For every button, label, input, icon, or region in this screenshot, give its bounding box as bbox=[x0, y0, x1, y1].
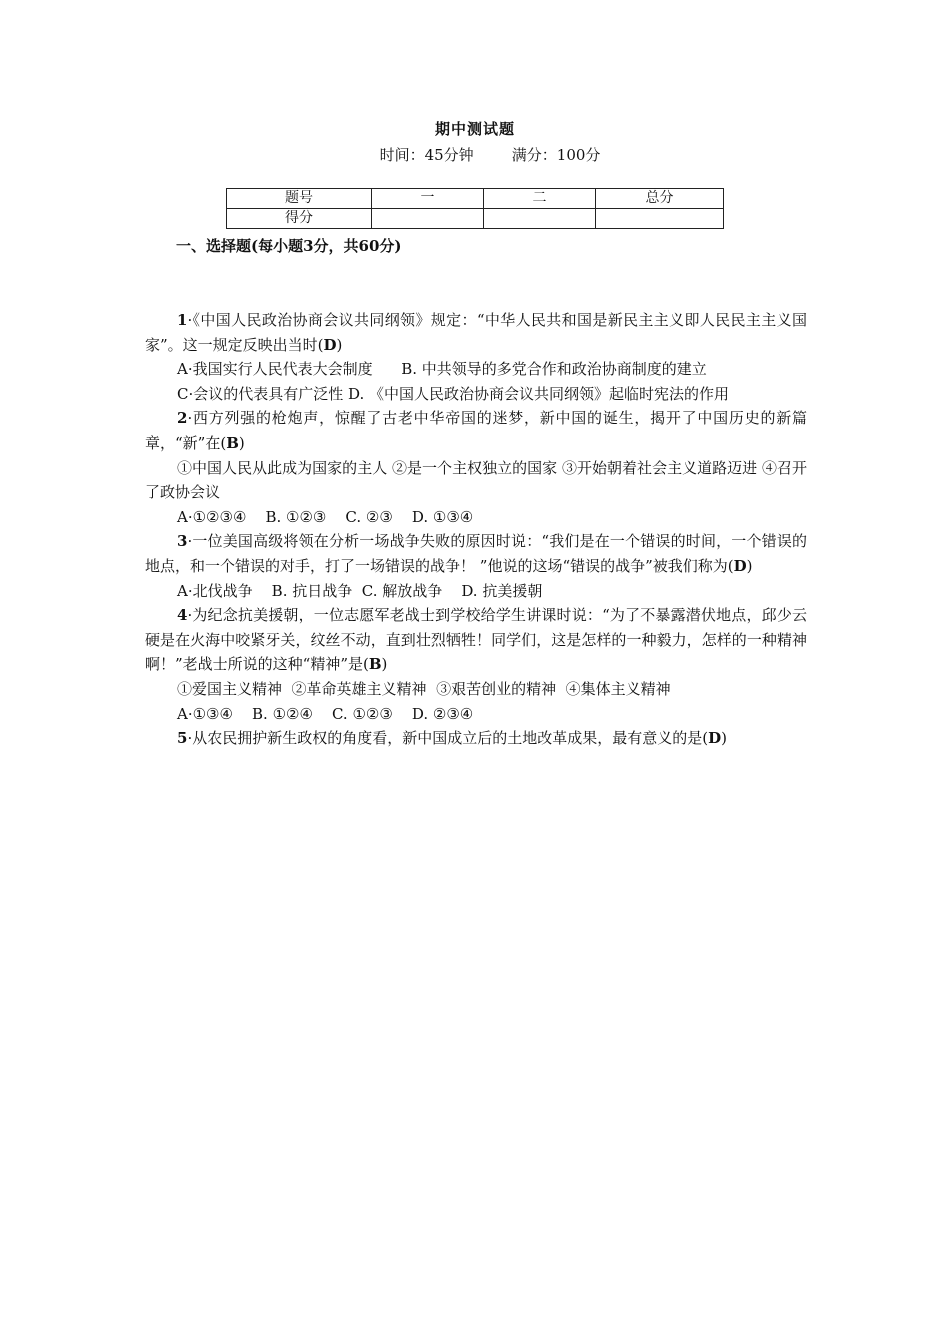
question-number: 1 bbox=[177, 311, 188, 329]
question-3 bbox=[145, 529, 807, 578]
option-line: A·北伐战争 B. 抗日战争 C. 解放战争 D. 抗美援朝 bbox=[177, 581, 543, 600]
answer: D bbox=[733, 556, 747, 575]
question-text: ·从农民拥护新生政权的角度看，新中国成立后的土地改革成果，最有意义的是( bbox=[187, 729, 709, 748]
question-list bbox=[145, 308, 807, 751]
answer: B bbox=[226, 433, 239, 452]
answer: D bbox=[708, 729, 722, 748]
close-paren: ) bbox=[721, 729, 727, 748]
option-line: A·①②③④ B. ①②③ C. ②③ D. ①③④ bbox=[177, 507, 474, 526]
question-number: 5 bbox=[177, 729, 188, 748]
score-table bbox=[226, 188, 724, 229]
table-cell: 二 bbox=[484, 189, 596, 209]
option-line: A·①③④ B. ①②④ C. ①②③ D. ②③④ bbox=[177, 704, 474, 723]
question-2 bbox=[145, 406, 807, 455]
table-cell: 一 bbox=[372, 189, 484, 209]
table-row bbox=[227, 209, 724, 229]
close-paren: ) bbox=[238, 433, 245, 452]
question-text: ·西方列强的枪炮声，惊醒了古老中华帝国的迷梦，新中国的诞生，揭开了中国历史的新篇章，“新”在( bbox=[145, 409, 807, 452]
table-cell bbox=[372, 209, 484, 229]
option-line: A·我国实行人民代表大会制度 B. 中共领导的多党合作和政治协商制度的建立 bbox=[177, 360, 707, 379]
statement-line: ①中国人民从此成为国家的主人 ②是一个主权独立的国家 ③开始朝着社会主义道路迈进 ④召开了政协会议 bbox=[145, 458, 807, 502]
table-row bbox=[227, 189, 724, 209]
question-4 bbox=[145, 603, 807, 677]
table-cell: 得分 bbox=[227, 209, 372, 229]
question-text: ·一位美国高级将领在分析一场战争失败的原因时说：“我们是在一个错误的时间，一个错误的地点，和一个错误的对手，打了一场错误的战争！ ”他说的这场“错误的战争”被我们称为( bbox=[145, 532, 807, 575]
close-paren: ) bbox=[746, 556, 753, 575]
table-cell: 总分 bbox=[596, 189, 724, 209]
statement-line: ①爱国主义精神 ②革命英雄主义精神 ③艰苦创业的精神 ④集体主义精神 bbox=[177, 679, 671, 698]
answer: D bbox=[323, 335, 337, 354]
section-heading: 一、选择题(每小题3分，共60分) bbox=[176, 237, 402, 255]
question-1 bbox=[145, 308, 807, 357]
question-text: ·为纪念抗美援朝，一位志愿军老战士到学校给学生讲课时说：“为了不暴露潜伏地点，邱少云硬是在火海中咬紧牙关，纹丝不动，直到壮烈牺牲！同学们，这是怎样的一种毅力，怎样的一种精神啊！”老战士所说的这种“精神”是( bbox=[145, 606, 807, 674]
page-title: 期中测试题 bbox=[434, 120, 515, 138]
close-paren: ) bbox=[336, 335, 343, 354]
time-score-line: 时间：45分钟 满分：100分 bbox=[379, 146, 601, 164]
table-cell bbox=[484, 209, 596, 229]
question-5 bbox=[145, 726, 807, 751]
table-cell: 题号 bbox=[227, 189, 372, 209]
answer: B bbox=[368, 655, 382, 674]
close-paren: ) bbox=[381, 655, 388, 674]
question-number: 3 bbox=[177, 532, 188, 551]
table-cell bbox=[596, 209, 724, 229]
option-line: C·会议的代表具有广泛性 D. 《中国人民政治协商会议共同纲领》起临时宪法的作用 bbox=[177, 384, 730, 403]
question-text: ·《中国人民政治协商会议共同纲领》规定：“中华人民共和国是新民主主义即人民民主主义国家”。这一规定反映出当时( bbox=[145, 311, 807, 354]
question-number: 4 bbox=[177, 606, 188, 625]
question-number: 2 bbox=[177, 409, 188, 428]
